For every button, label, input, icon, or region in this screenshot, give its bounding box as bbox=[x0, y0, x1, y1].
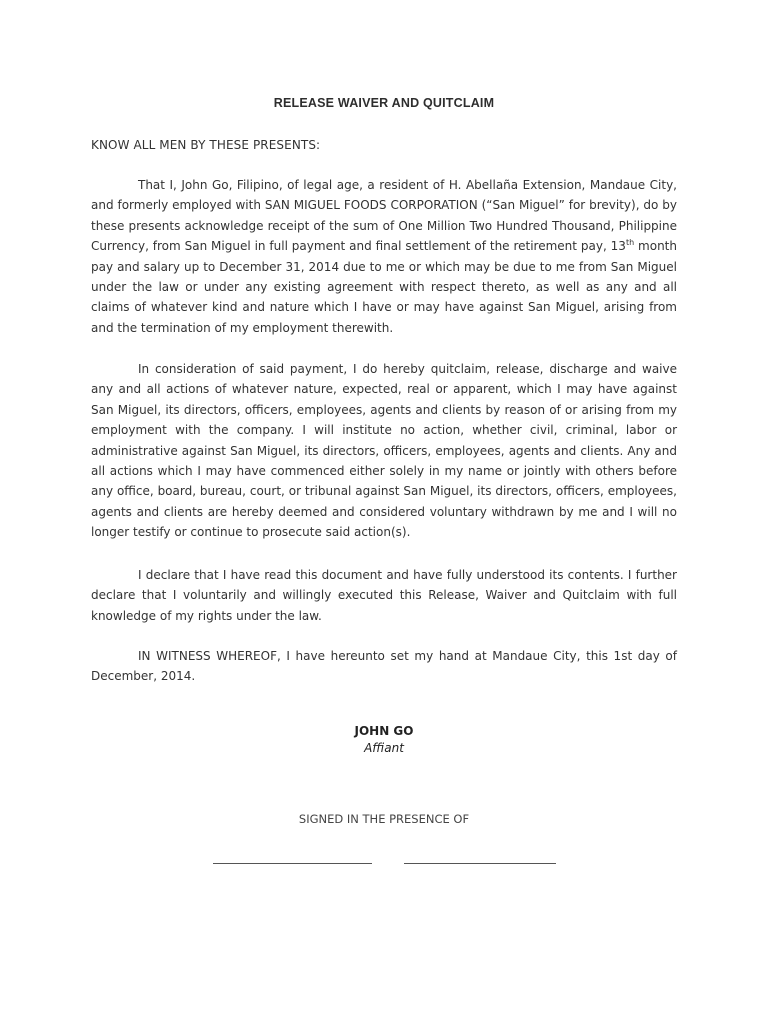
paragraph-quitclaim-text: In consideration of said payment, I do hereby quitclaim, release, discharge and waive any and all actions of whatever nature, expected, real or apparent, which I may have against San Miguel, its directors, officers, employees, agents and clients by reason of or arising from my employment with the company. I will institute no action, whether civil, criminal, labor or administrative against San Miguel, its directors, officers, employees, agents and clients. Any and all actions which I may have commenced either solely in my name or jointly with others before any office, board, bureau, court, or tribunal against San Miguel, its directors, officers, employees, agents and clients are hereby deemed and considered voluntary withdrawn by me and I will no longer testify or continue to prosecute said action(s). bbox=[91, 362, 677, 540]
document-title: RELEASE WAIVER AND QUITCLAIM bbox=[273, 96, 495, 110]
ordinal-suffix: th bbox=[625, 238, 635, 248]
signatory-role: Affiant bbox=[364, 741, 404, 755]
witness-heading: SIGNED IN THE PRESENCE OF bbox=[298, 812, 470, 826]
witness-signature-line-2 bbox=[404, 863, 556, 864]
paragraph-declaration bbox=[91, 565, 677, 626]
signatory-name: JOHN GO bbox=[354, 724, 414, 738]
paragraph-receipt bbox=[91, 175, 677, 338]
paragraph-witness-whereof-text: IN WITNESS WHEREOF, I have hereunto set my hand at Mandaue City, this 1st day of December, 2014. bbox=[91, 649, 677, 684]
witness-signature-line-1 bbox=[213, 863, 372, 864]
paragraph-declaration-text: I declare that I have read this document and have fully understood its contents. I further declare that I voluntarily and willingly executed this Release, Waiver and Quitclaim with full knowledge of my rights under the law. bbox=[91, 568, 677, 623]
paragraph-quitclaim bbox=[91, 359, 677, 543]
paragraph-receipt-text-2: month pay and salary up to December 31, 2014 due to me or which may be due to me from San Miguel under the law or under any existing agreement with respect thereto, as well as any and all claims of whatever kind and nature which I have or may have against San Miguel, arising from and the termination of my employment therewith. bbox=[91, 239, 677, 335]
paragraph-receipt-text-1: That I, John Go, Filipino, of legal age, a resident of H. Abellaña Extension, Mandaue City, and formerly employed with SAN MIGUEL FOODS CORPORATION (“San Miguel” for brevity), do by these presents acknowledge receipt of the sum of One Million Two Hundred Thousand, Philippine Currency, from San Miguel in full payment and final settlement of the retirement pay, 13 bbox=[91, 178, 677, 254]
paragraph-witness-whereof bbox=[91, 646, 677, 687]
preamble: KNOW ALL MEN BY THESE PRESENTS: bbox=[91, 138, 321, 152]
